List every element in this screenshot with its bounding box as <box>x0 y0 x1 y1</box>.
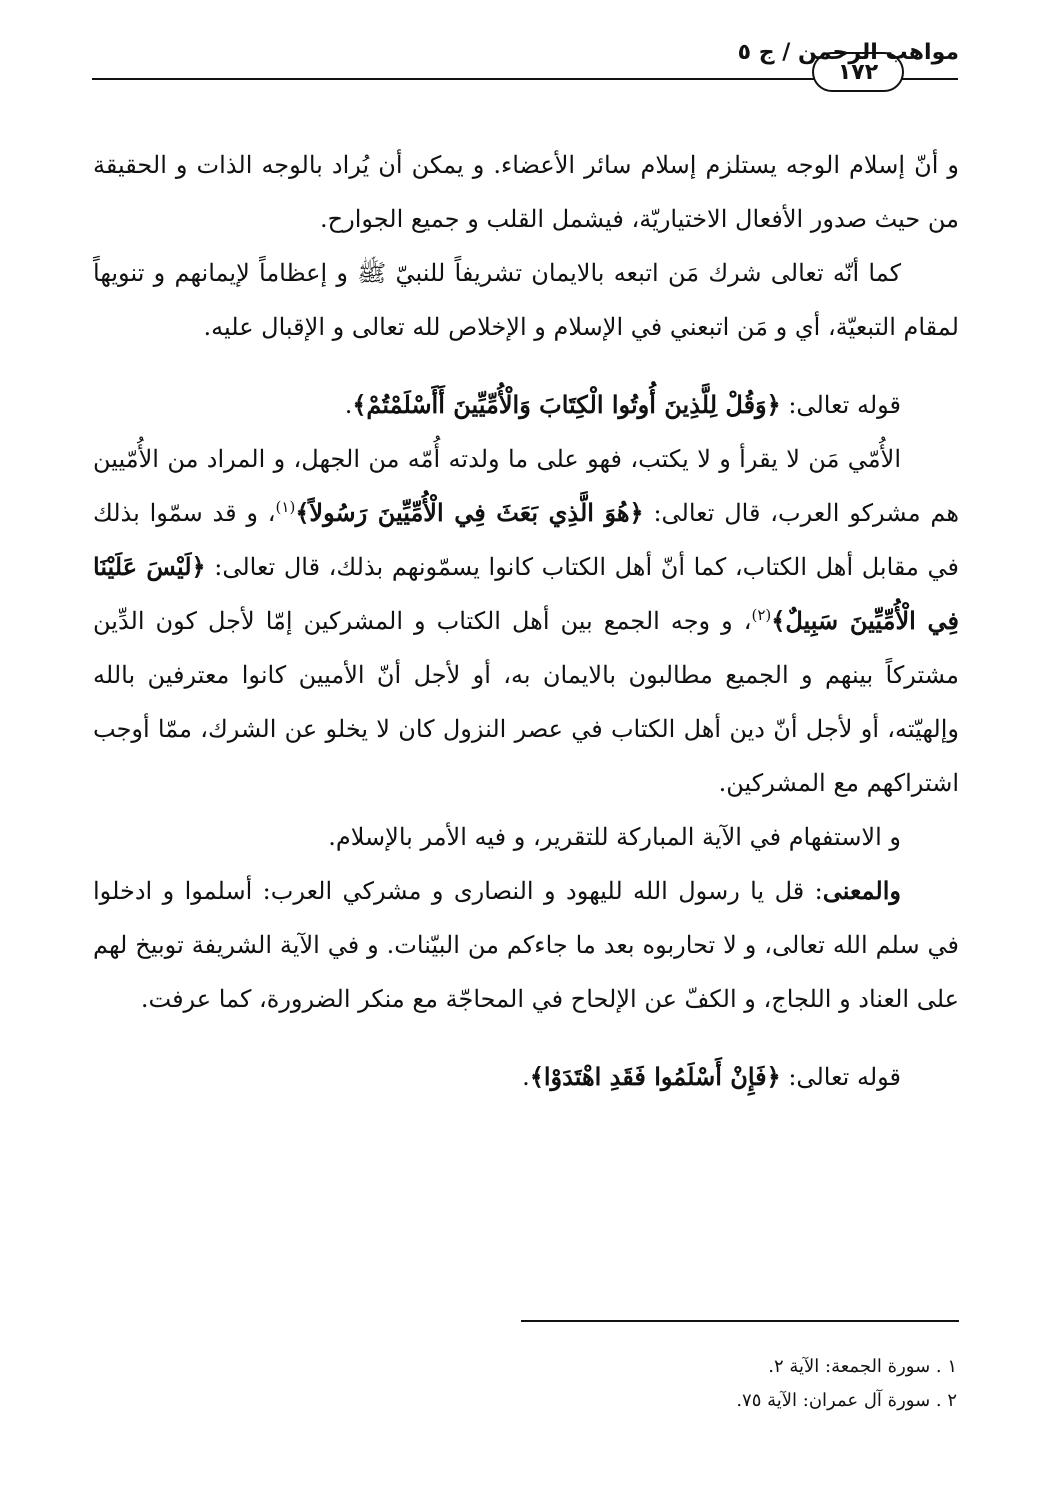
footnotes <box>357 1350 957 1418</box>
text-segment: ، و وجه الجمع بين أهل الكتاب و المشركين إمّا لأجل كون الدِّين مشتركاً بينهم و الجميع مطالبون بالايمان به، أو لأجل أنّ الأميين كانوا معترفين بالله وإلهيّته، أو لأجل أنّ دين أهل الكتاب في عصر النزول كان لا يخلو عن الشرك، ممّا أوجب اشتراكهم مع المشركين. <box>93 607 959 797</box>
header-rule <box>92 78 814 80</box>
text-segment: ، و قد سمّوا بذلك في مقابل أهل الكتاب، كما أنّ أهل الكتاب كانوا يسمّونهم بذلك، قال تعالى: <box>93 499 959 581</box>
text-segment: الأُمّي مَن لا يقرأ و لا يكتب، فهو على ما ولدته أُمّه من الجهل، و المراد من الأُمّيين هم مشركو العرب، قال تعالى: <box>93 445 959 527</box>
footnote-2: ٢ . سورة آل عمران: الآية ٧٥. <box>736 1390 957 1411</box>
verse-intro: قوله تعالى: <box>780 1063 901 1091</box>
quran-verse: ﴿فَإِنْ أَسْلَمُوا فَقَدِ اهْتَدَوْا﴾ <box>529 1062 781 1091</box>
verse-end: . <box>522 1063 530 1091</box>
footnote-ref-2: (٢) <box>751 606 772 624</box>
paragraph-5 <box>93 864 959 1026</box>
footnote-ref-1: (١) <box>275 498 296 516</box>
paragraph-1: و أنّ إسلام الوجه يستلزم إسلام سائر الأعضاء. و يمكن أن يُراد بالوجه الذات و الحقيقة من حيث صدور الأفعال الاختياريّة، فيشمل القلب و جميع الجوارح. <box>93 151 960 233</box>
quran-verse: ﴿لَيْسَ عَلَيْنَا فِي الْأُمِّيِّينَ سَبِيلٌ﴾ <box>93 552 960 635</box>
quran-verse: ﴿وَقُلْ لِلَّذِينَ أُوتُوا الْكِتَابَ وَالْأُمِّيِّينَ أَأَسْلَمْتُمْ﴾ <box>352 390 781 419</box>
running-title: مواهب الرحمن / ج ٥ <box>737 40 959 65</box>
page-number: ١٧٢ <box>812 52 904 92</box>
paragraph-verse-2 <box>93 1050 959 1104</box>
meaning-label: والمعنى <box>822 876 902 905</box>
paragraph-2: كما أنّه تعالى شرك مَن اتبعه بالايمان تشريفاً للنبيّ ﷺ و إعظاماً لإيمانهم و تنويهاً لمقام التبعيّة، أي و مَن اتبعني في الإسلام و الإخلاص لله تعالى و الإقبال عليه. <box>93 259 959 341</box>
main-text <box>93 138 959 1104</box>
footnote-rule <box>521 1320 959 1322</box>
verse-intro: قوله تعالى: <box>780 391 901 419</box>
header-rule-right <box>902 78 958 80</box>
quran-verse: ﴿هُوَ الَّذِي بَعَثَ فِي الْأُمِّيِّينَ رَسُولاً﴾ <box>295 498 644 527</box>
paragraph-verse-1 <box>93 378 959 432</box>
footnote-1: ١ . سورة الجمعة: الآية ٢. <box>768 1356 957 1377</box>
text-segment: : قل يا رسول الله لليهود و النصارى و مشركي العرب: أسلموا و ادخلوا في سلم الله تعالى، و لا تحاربوه بعد ما جاءكم من البيّنات. و في الآية الشريفة توبيخ لهم على العناد و اللجاج، و الكفّ عن الإلحاح في المحاجّة مع منكر الضرورة، كما عرفت. <box>93 877 959 1013</box>
verse-end: . <box>344 391 353 419</box>
paragraph-4: و الاستفهام في الآية المباركة للتقرير، و فيه الأمر بالإسلام. <box>328 823 901 851</box>
paragraph-3 <box>93 432 959 810</box>
